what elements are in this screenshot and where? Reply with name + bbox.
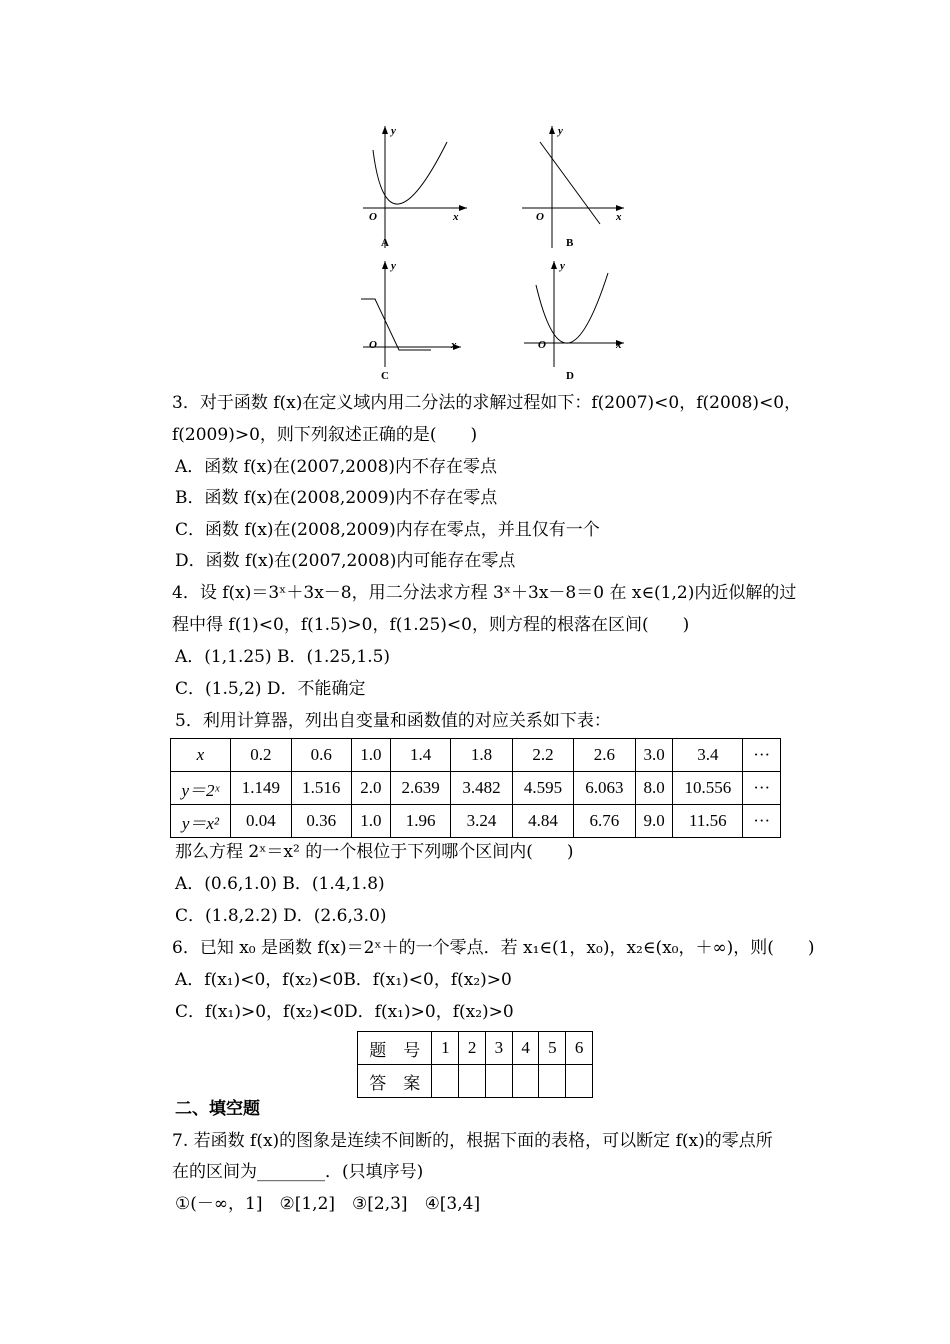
table-cell: ···	[743, 805, 781, 838]
graph-letter: A	[381, 237, 389, 249]
graph-letter: C	[381, 370, 389, 382]
table-cell: x	[171, 739, 231, 772]
origin-label: O	[369, 339, 377, 351]
q3-option-d: D．函数 f(x)在(2007,2008)内可能存在零点	[175, 551, 516, 571]
table-cell: 8.0	[635, 772, 673, 805]
q3-stem-line1: 3．对于函数 f(x)在定义域内用二分法的求解过程如下：f(2007)<0，f(2008)<0，	[172, 393, 802, 413]
table-cell: 1.0	[351, 739, 391, 772]
table-cell: 0.04	[230, 805, 291, 838]
q5-value-table	[170, 738, 781, 838]
q4-options-cd: C．(1.5,2) D．不能确定	[175, 679, 366, 699]
graph-letter: B	[566, 237, 574, 249]
table-cell: 2.2	[513, 739, 574, 772]
table-cell: 1.516	[291, 772, 351, 805]
q7-stem-line2: 在的区间为________．(只填序号)	[172, 1162, 424, 1182]
table-row	[171, 739, 781, 772]
q7-options: ①(－∞，1] ②[1,2] ③[2,3] ④[3,4]	[175, 1194, 481, 1214]
answer-number: 3	[485, 1032, 512, 1065]
answer-cell[interactable]	[566, 1065, 593, 1098]
q3-stem-line2: f(2009)>0，则下列叙述正确的是( )	[172, 425, 478, 445]
q6-stem: 6．已知 x₀ 是函数 f(x)＝2ˣ＋的一个零点．若 x₁∈(1，x₀)，x₂∈(x₀，＋∞)，则( )	[172, 938, 815, 958]
answer-cell[interactable]	[459, 1065, 486, 1098]
y-label: y	[560, 260, 565, 272]
x-label: x	[451, 339, 457, 351]
table-cell: 2.0	[351, 772, 391, 805]
q7-stem-line1: 7. 若函数 f(x)的图象是连续不间断的，根据下面的表格，可以断定 f(x)的零点所	[172, 1131, 773, 1151]
table-cell: 6.76	[573, 805, 635, 838]
graph-b	[520, 120, 640, 255]
table-cell: ···	[743, 772, 781, 805]
table-cell: 3.4	[673, 739, 743, 772]
origin-label: O	[369, 211, 377, 223]
table-cell: 0.36	[291, 805, 351, 838]
answer-table	[357, 1031, 593, 1098]
answer-cell[interactable]	[512, 1065, 539, 1098]
table-cell: 10.556	[673, 772, 743, 805]
answer-table-label: 答 案	[358, 1065, 432, 1098]
answer-number: 6	[566, 1032, 593, 1065]
table-cell: 1.149	[230, 772, 291, 805]
graph-letter: D	[566, 370, 574, 382]
graph-c	[355, 255, 475, 385]
q5-stem: 5．利用计算器，列出自变量和函数值的对应关系如下表：	[175, 711, 611, 731]
x-label: x	[616, 211, 622, 223]
table-cell: 1.96	[391, 805, 451, 838]
section-heading: 二、填空题	[175, 1099, 260, 1119]
q5-options-ab: A．(0.6,1.0) B．(1.4,1.8)	[175, 874, 385, 894]
table-cell: 1.0	[351, 805, 391, 838]
q4-stem-line2: 程中得 f(1)<0，f(1.5)>0，f(1.25)<0，则方程的根落在区间( )	[172, 615, 690, 635]
table-cell: 1.4	[391, 739, 451, 772]
table-row	[358, 1065, 593, 1098]
table-cell: 3.482	[451, 772, 513, 805]
table-cell: ···	[743, 739, 781, 772]
table-cell: 0.6	[291, 739, 351, 772]
q3-option-b: B．函数 f(x)在(2008,2009)内不存在零点	[175, 488, 498, 508]
answer-cell[interactable]	[485, 1065, 512, 1098]
x-label: x	[616, 339, 622, 351]
table-row	[171, 805, 781, 838]
graph-a	[355, 120, 475, 255]
table-cell: 4.84	[513, 805, 574, 838]
answer-cell[interactable]	[432, 1065, 459, 1098]
table-cell: 4.595	[513, 772, 574, 805]
origin-label: O	[538, 339, 546, 351]
table-cell: 2.6	[573, 739, 635, 772]
table-cell: 3.24	[451, 805, 513, 838]
y-label: y	[558, 125, 563, 137]
table-cell: 0.2	[230, 739, 291, 772]
table-cell: 1.8	[451, 739, 513, 772]
q4-stem-line1: 4．设 f(x)＝3ˣ＋3x－8，用二分法求方程 3ˣ＋3x－8＝0 在 x∈(1,2)内近似解的过	[172, 583, 797, 603]
answer-number: 5	[539, 1032, 566, 1065]
q4-options-ab: A．(1,1.25) B．(1.25,1.5)	[175, 647, 391, 667]
table-row	[171, 772, 781, 805]
graph-d	[520, 255, 640, 385]
table-cell: y＝x²	[171, 805, 231, 838]
table-cell: 6.063	[573, 772, 635, 805]
table-cell: 11.56	[673, 805, 743, 838]
answer-table-label: 题 号	[358, 1032, 432, 1065]
table-cell: 2.639	[391, 772, 451, 805]
q5-options-cd: C．(1.8,2.2) D．(2.6,3.0)	[175, 906, 387, 926]
y-label: y	[391, 125, 396, 137]
answer-number: 4	[512, 1032, 539, 1065]
q3-option-a: A．函数 f(x)在(2007,2008)内不存在零点	[175, 457, 498, 477]
answer-number: 1	[432, 1032, 459, 1065]
y-label: y	[391, 260, 396, 272]
table-row	[358, 1032, 593, 1065]
q5-question: 那么方程 2ˣ＝x² 的一个根位于下列哪个区间内( )	[175, 842, 574, 862]
answer-cell[interactable]	[539, 1065, 566, 1098]
answer-number: 2	[459, 1032, 486, 1065]
x-label: x	[453, 211, 459, 223]
table-cell: 3.0	[635, 739, 673, 772]
q6-options-cd: C．f(x₁)>0，f(x₂)<0D．f(x₁)>0，f(x₂)>0	[175, 1002, 514, 1022]
table-cell: y＝2ˣ	[171, 772, 231, 805]
origin-label: O	[536, 211, 544, 223]
q3-option-c: C．函数 f(x)在(2008,2009)内存在零点，并且仅有一个	[175, 520, 600, 540]
table-cell: 9.0	[635, 805, 673, 838]
q6-options-ab: A．f(x₁)<0，f(x₂)<0B．f(x₁)<0，f(x₂)>0	[175, 970, 512, 990]
